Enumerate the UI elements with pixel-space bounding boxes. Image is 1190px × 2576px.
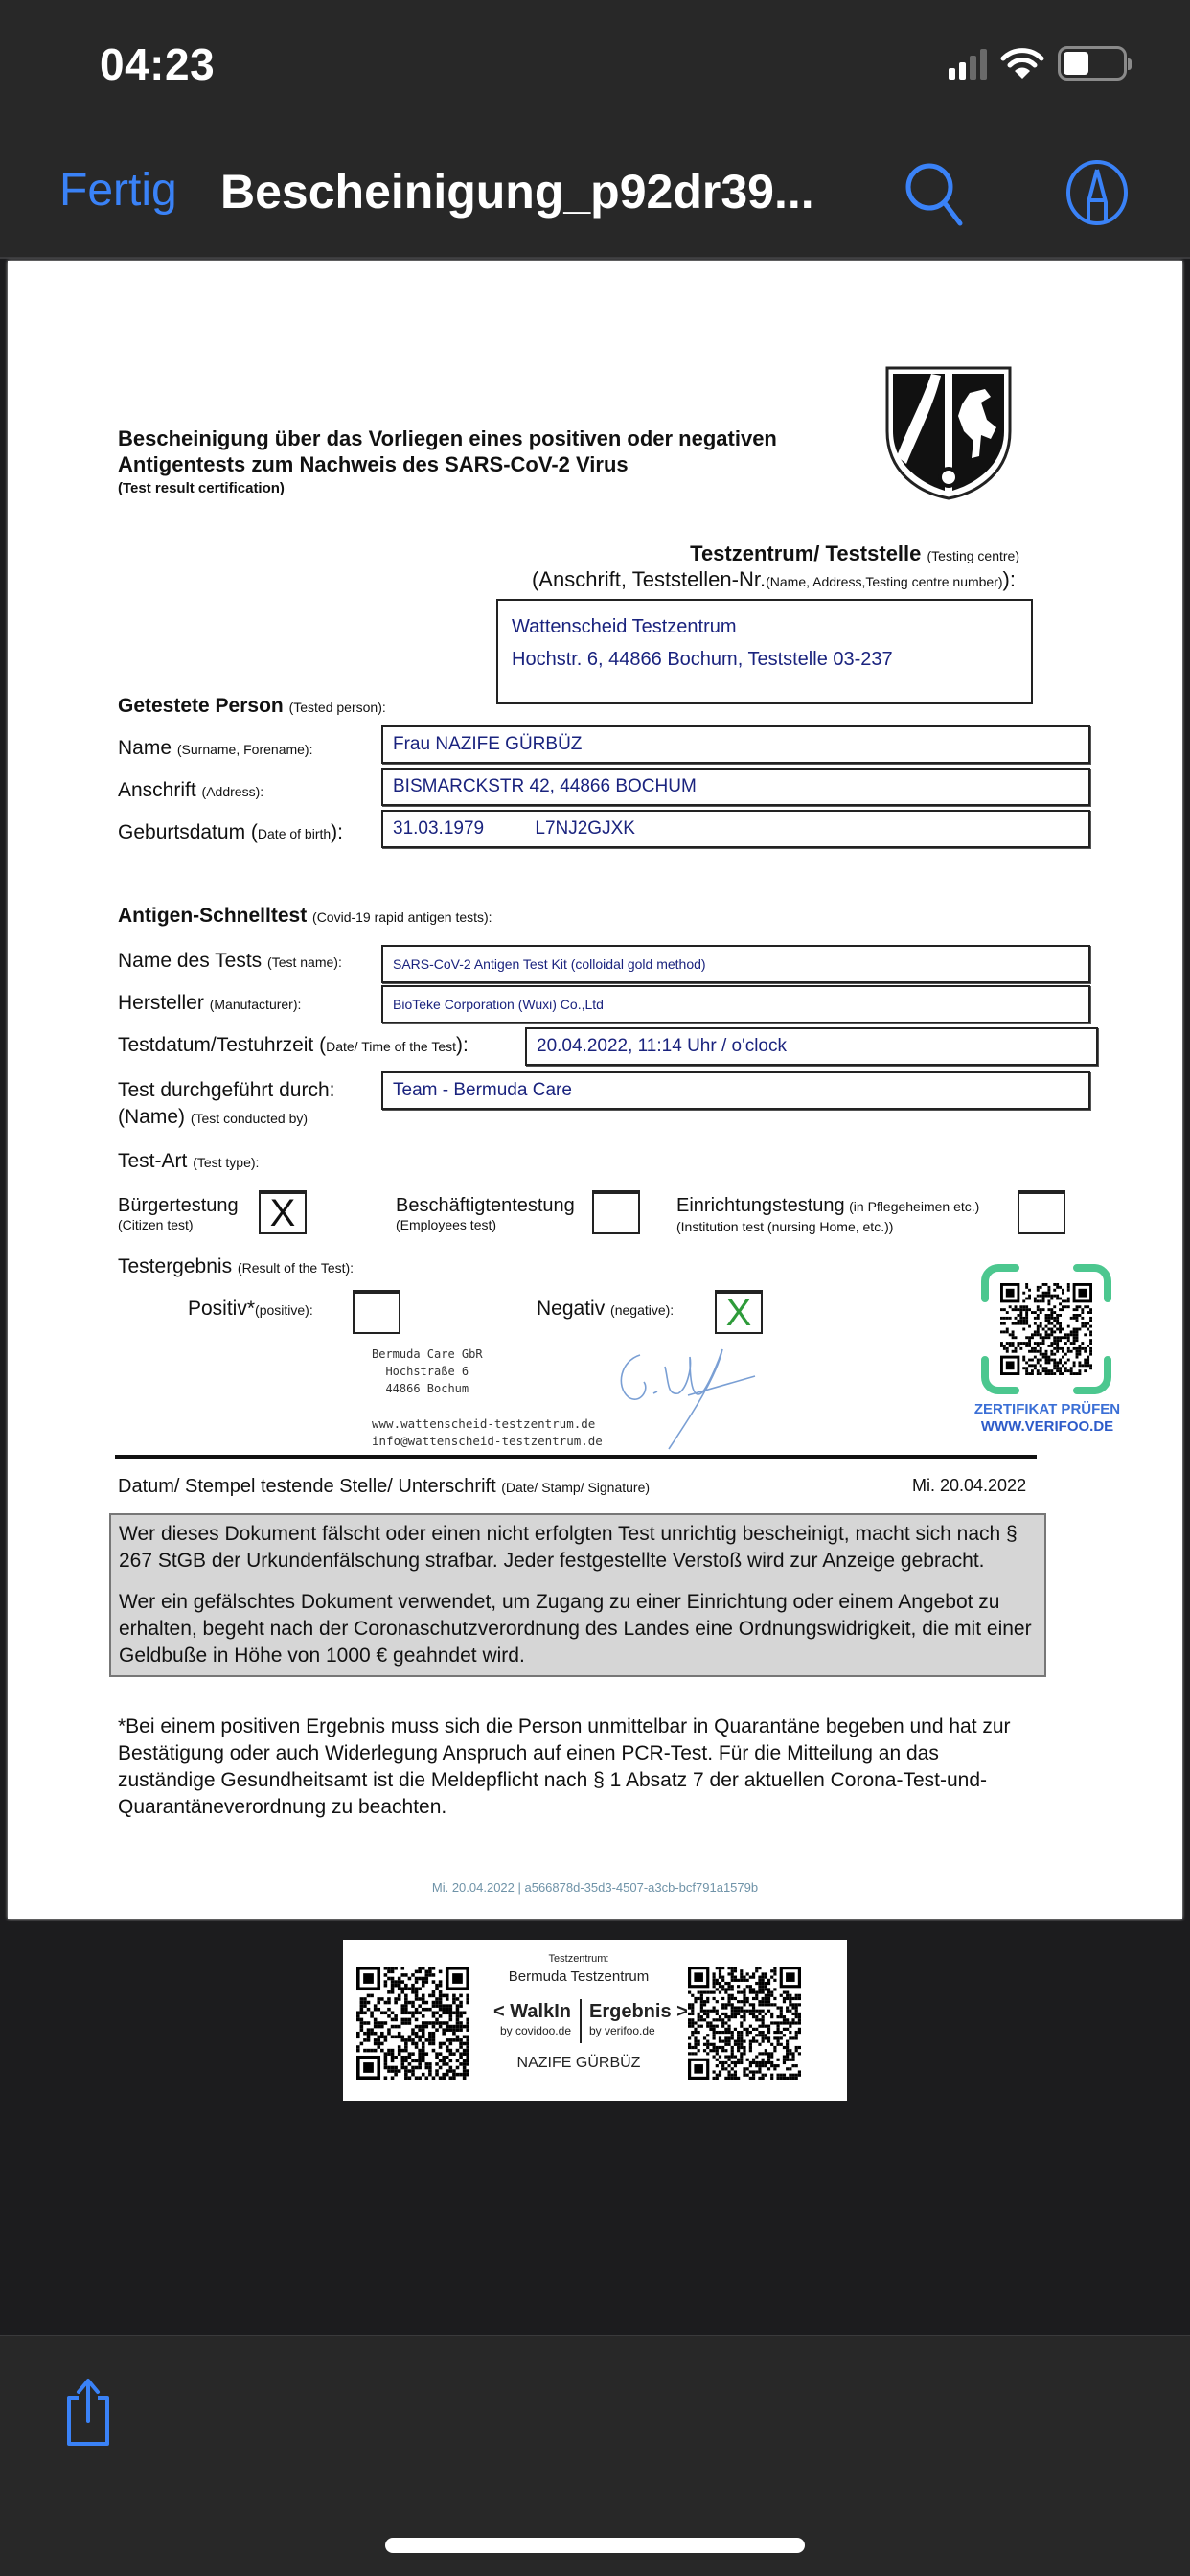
status-icons xyxy=(949,46,1127,80)
navigation-bar xyxy=(0,129,1190,259)
test-name-label: Name des Tests (Test name): xyxy=(118,950,342,972)
document-title: Bescheinigung_p92dr39... xyxy=(220,165,814,218)
address-label: Anschrift (Address): xyxy=(118,779,264,801)
legal-warning-box xyxy=(109,1513,1046,1677)
ticket-centre-name: Bermuda Testzentrum xyxy=(508,1968,650,1985)
bottom-toolbar xyxy=(0,2334,1190,2576)
test-type-institution-checkbox[interactable] xyxy=(1018,1190,1065,1234)
wifi-icon xyxy=(1000,46,1044,80)
nrw-coat-of-arms-logo xyxy=(881,364,1016,500)
result-sub: by verifoo.de xyxy=(589,2024,655,2037)
battery-icon xyxy=(1058,46,1127,80)
cellular-signal-icon xyxy=(949,47,987,80)
stamp-website: www.wattenscheid-testzentrum.de xyxy=(372,1416,596,1431)
conducted-by-field: Team - Bermuda Care xyxy=(381,1071,1090,1110)
conducted-by-label: Test durchgeführt durch: (Name) (Test conducted by) xyxy=(118,1079,335,1128)
result-qr-code[interactable] xyxy=(688,1966,801,2080)
warning-paragraph-1: Wer dieses Dokument fälscht oder einen nicht erfolgten Test unrichtig bescheinigt, macht sich nach § 267 StGB der Urkundenfälschung strafbar. Jeder festgestellte Verstoß wird zur Anzeige gebracht. xyxy=(119,1523,1018,1572)
test-type-institution-label: Einrichtungstestung (in Pflegeheimen etc.) (Institution test (nursing Home, etc.)) xyxy=(676,1195,980,1234)
test-type-citizen-checkbox[interactable]: X xyxy=(259,1190,307,1234)
testing-centre-box xyxy=(496,599,1033,704)
clock: 04:23 xyxy=(100,39,216,89)
separator-line xyxy=(115,1455,1037,1459)
walkin-sub: by covidoo.de xyxy=(499,2024,571,2037)
certificate-title: Bescheinigung über das Vorliegen eines positiven oder negativen Antigentests zum Nachweis des SARS-CoV-2 Virus xyxy=(118,426,777,476)
positive-checkbox[interactable] xyxy=(353,1290,400,1334)
stamp-email: info@wattenscheid-testzentrum.de xyxy=(372,1434,603,1448)
test-type-employees-label: Beschäftigtentestung (Employees test) xyxy=(396,1195,575,1232)
home-indicator[interactable] xyxy=(385,2538,805,2553)
ticket-divider xyxy=(580,1999,582,2043)
stamp-contact xyxy=(372,1415,603,1450)
dob-label: Geburtsdatum (Date of birth): xyxy=(118,821,343,843)
document-footer-id: Mi. 20.04.2022 | a566878d-35d3-4507-a3cb-bcf791a1579b xyxy=(431,1880,759,1895)
manufacturer-field: BioTeke Corporation (Wuxi) Co.,Ltd xyxy=(381,985,1090,1024)
verify-qr-code[interactable] xyxy=(981,1264,1111,1394)
negative-checkbox[interactable]: X xyxy=(715,1290,763,1334)
datetime-label: Testdatum/Testuhrzeit (Date/ Time of the Test): xyxy=(118,1034,469,1056)
manufacturer-label: Hersteller (Manufacturer): xyxy=(118,992,302,1014)
testing-centre-sublabel: (Anschrift, Teststellen-Nr.(Name, Address,Testing centre number)): xyxy=(531,567,1016,591)
positive-label: Positiv*(positive): xyxy=(188,1298,313,1320)
test-type-employees-checkbox[interactable] xyxy=(592,1190,640,1234)
signature-date: Mi. 20.04.2022 xyxy=(912,1476,1027,1495)
done-button[interactable]: Fertig xyxy=(59,165,177,216)
verify-label: ZERTIFIKAT PRÜFEN WWW.VERIFOO.DE xyxy=(973,1401,1121,1435)
result-link[interactable]: Ergebnis > xyxy=(589,2001,688,2022)
walkin-qr-code[interactable] xyxy=(356,1966,469,2080)
antigen-test-heading: Antigen-Schnelltest (Covid-19 rapid antigen tests): xyxy=(118,905,492,927)
signature-image xyxy=(611,1347,765,1453)
negative-label: Negativ (negative): xyxy=(537,1298,675,1320)
test-type-citizen-label: Bürgertestung (Citizen test) xyxy=(118,1195,239,1232)
signature-line-label: Datum/ Stempel testende Stelle/ Unterschrift (Date/ Stamp/ Signature) xyxy=(118,1476,651,1497)
datetime-field: 20.04.2022, 11:14 Uhr / o'clock xyxy=(525,1027,1098,1066)
name-field: Frau NAZIFE GÜRBÜZ xyxy=(381,725,1090,764)
testing-centre-name: Wattenscheid Testzentrum xyxy=(512,616,737,637)
test-name-field: SARS-CoV-2 Antigen Test Kit (colloidal gold method) xyxy=(381,945,1090,983)
test-type-label: Test-Art (Test type): xyxy=(118,1150,260,1172)
ticket-person-name: NAZIFE GÜRBÜZ xyxy=(516,2055,641,2071)
pdf-page[interactable] xyxy=(8,261,1182,1919)
walkin-ticket xyxy=(343,1940,847,2101)
share-icon[interactable] xyxy=(59,2375,117,2451)
person-id-value: L7NJ2GJXK xyxy=(535,818,635,839)
positive-result-footnote: *Bei einem positiven Ergebnis muss sich die Person unmittelbar in Quarantäne begeben und hat zur Bestätigung oder auch Widerlegung Anspruch auf einen PCR-Test. Für die Mitteilung an das zuständige Gesundheitsamt ist die Meldepflicht nach § 1 Absatz 7 der aktuellen Corona-Test-und-Quarantäneverordnung zu beachten. xyxy=(118,1715,1011,1818)
tested-person-heading: Getestete Person (Tested person): xyxy=(118,695,386,717)
dob-field xyxy=(381,810,1090,848)
warning-paragraph-2: Wer ein gefälschtes Dokument verwendet, um Zugang zu einer Einrichtung oder einem Angebot zu erhalten, begeht nach der Coronaschutzverordnung des Landes eine Ordnungswidrigkeit, die mit einer Geldbuße in Höhe von 1000 € geahndet wird. xyxy=(119,1591,1032,1667)
walkin-link[interactable]: < WalkIn xyxy=(493,2001,571,2022)
dob-value: 31.03.1979 xyxy=(393,818,485,839)
ticket-centre-label: Testzentrum: xyxy=(548,1953,609,1965)
search-icon[interactable] xyxy=(901,158,968,227)
testing-centre-label: Testzentrum/ Teststelle (Testing centre) xyxy=(690,541,1019,565)
result-label: Testergebnis (Result of the Test): xyxy=(118,1255,355,1277)
markup-pen-icon[interactable] xyxy=(1064,158,1131,227)
stamp-address: Bermuda Care GbR Hochstraße 6 44866 Bochum xyxy=(372,1347,483,1395)
certificate-subtitle: (Test result certification) xyxy=(118,480,285,496)
name-label: Name (Surname, Forename): xyxy=(118,737,313,759)
address-field: BISMARCKSTR 42, 44866 BOCHUM xyxy=(381,768,1090,806)
testing-centre-address: Hochstr. 6, 44866 Bochum, Teststelle 03-237 xyxy=(512,649,893,670)
status-bar xyxy=(0,0,1190,129)
